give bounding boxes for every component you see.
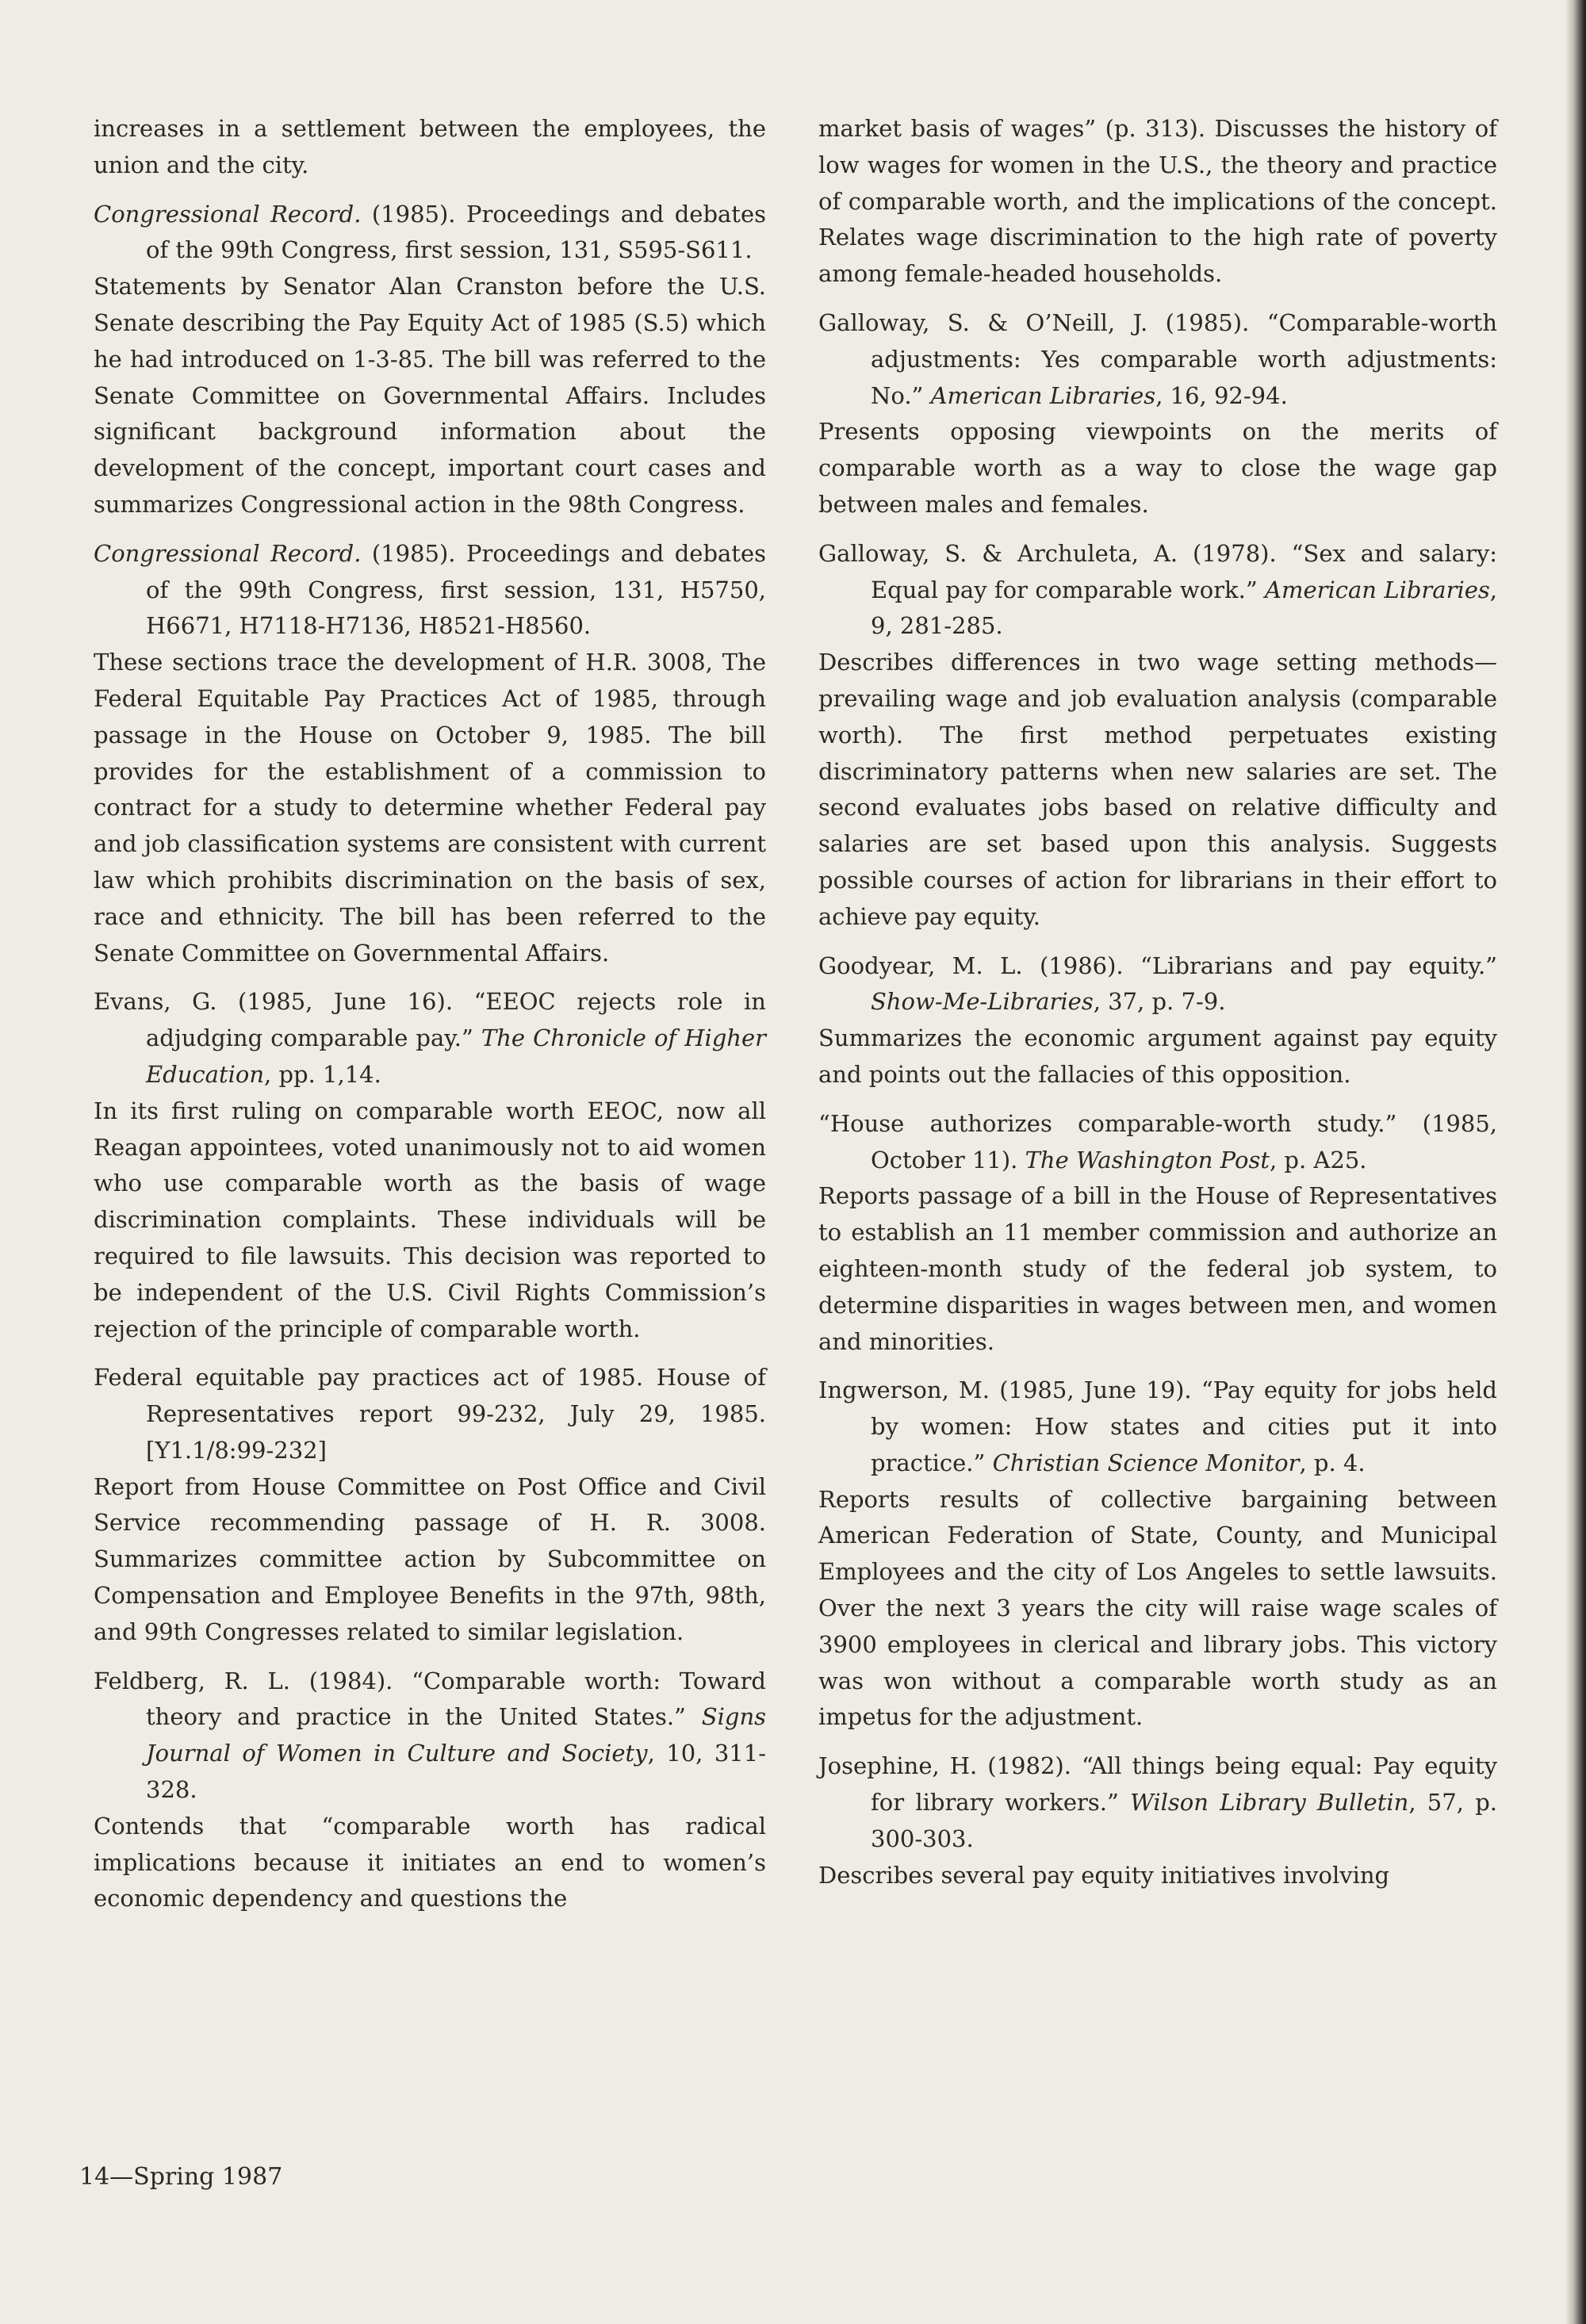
bibliography-entry	[818, 948, 1497, 1093]
citation-title: American Libraries	[930, 381, 1156, 409]
citation-text: , 9, 281-285.	[871, 576, 1497, 640]
citation-text: , 10, 311-328.	[146, 1740, 766, 1804]
annotation: Presents opposing viewpoints on the merits of comparable worth as a way to close the wage gap between males and females.	[818, 418, 1497, 518]
citation	[818, 1106, 1497, 1179]
citation-title: Wilson Library Bulletin	[1130, 1789, 1409, 1817]
citation-text: , p. 4.	[1299, 1449, 1366, 1476]
citation-text: “House authorizes comparable-worth study.” (1985, October 11).	[818, 1109, 1497, 1173]
entries	[94, 197, 766, 1918]
citation-text: Feldberg, R. L. (1984). “Comparable worth: Toward theory and practice in the United States.”	[94, 1667, 766, 1731]
annotation: These sections trace the development of H.R. 3008, The Federal Equitable Pay Practices Act of 1985, through passage in the House on October 9, 1985. The bill provides for the establishment of a commission to contract for a study to determine whether Federal pay and job classification systems are consistent with current law which prohibits discrimination on the basis of sex, race and ethnicity. The bill has been referred to the Senate Committee on Governmental Affairs.	[94, 649, 766, 967]
citation	[818, 305, 1497, 414]
annotation: Statements by Senator Alan Cranston before the U.S. Senate describing the Pay Equity Act of 1985 (S.5) which he had introduced on 1-3-85. The bill was referred to the Senate Committee on Governmental Affairs. Includes significant background information about the development of the concept, important court cases and summarizes Congressional action in the 98th Congress.	[94, 273, 766, 518]
citation-text: Federal equitable pay practices act of 1985. House of Representatives report 99-232, July 29, 1985. [Y1.1/8:99-232]	[94, 1364, 766, 1464]
bibliography-entry	[818, 1373, 1497, 1736]
page-footer: 14—Spring 1987	[79, 2163, 283, 2191]
citation-text: Ingwerson, M. (1985, June 19). “Pay equity for jobs held by women: How states and cities put it into practice.”	[818, 1376, 1497, 1476]
annotation: Report from House Committee on Post Office and Civil Service recommending passage of H. R. 3008. Summarizes committee action by Subcommittee on Compensation and Employee Benefits in the 97th, 98th, and 99th Congresses related to similar legislation.	[94, 1472, 766, 1645]
citation-title: Signs Journal of Women in Culture and Society	[146, 1703, 766, 1767]
citation-text: , 37, p. 7-9.	[1093, 988, 1226, 1016]
annotation: In its first ruling on comparable worth EEOC, now all Reagan appointees, voted unanimously not to aid women who use comparable worth as the basis of wage discrimination complaints. These individuals will be required to file lawsuits. This decision was reported to be independent of the U.S. Civil Rights Commission’s rejection of the principle of comparable worth.	[94, 1097, 766, 1342]
citation	[94, 1664, 766, 1809]
citation-text: , pp. 1,14.	[264, 1060, 381, 1088]
citation-text: , 57, p. 300-303.	[871, 1789, 1497, 1852]
citation-title: Show-Me-Libraries	[871, 988, 1094, 1016]
entries	[818, 305, 1497, 1893]
citation-text: , p. A25.	[1270, 1146, 1367, 1173]
annotation: Describes several pay equity initiatives involving	[818, 1861, 1390, 1889]
citation-title: Christian Science Monitor	[992, 1449, 1300, 1476]
annotation: Reports results of collective bargaining between American Federation of State, County, and Municipal Employees and the city of Los Angeles to settle lawsuits. Over the next 3 years the city will raise wage scales of 3900 employees in clerical and library jobs. This victory was won without a comparable worth study as an impetus for the adjustment.	[818, 1485, 1497, 1731]
bibliography-entry	[818, 1748, 1497, 1893]
citation-text: Galloway, S. & O’Neill, J. (1985). “Comparable-worth adjustments: Yes comparable worth adjustments: No.”	[818, 308, 1497, 409]
citation-title: Congressional Record.	[94, 200, 362, 228]
citation-text: , 16, 92-94.	[1155, 381, 1288, 409]
bibliography-entry	[818, 536, 1497, 936]
citation	[94, 197, 766, 270]
citation-text: Josephine, H. (1982). “All things being equal: Pay equity for library workers.”	[818, 1752, 1497, 1817]
annotation: Describes differences in two wage setting methods—prevailing wage and job evaluation analysis (comparable worth). The first method perpetuates existing discriminatory patterns when new salaries are set. The second evaluates jobs based on relative difficulty and salaries are set based upon this analysis. Suggests possible courses of action for librarians in their effort to achieve pay equity.	[818, 649, 1497, 930]
bibliography-entry	[94, 984, 766, 1347]
citation-text: Evans, G. (1985, June 16). “EEOC rejects role in adjudging comparable pay.”	[94, 988, 766, 1052]
bibliography-entry	[94, 1664, 766, 1918]
bibliography-entry	[818, 1106, 1497, 1361]
annotation: Contends that “comparable worth has radical implications because it initiates an end to women’s economic dependency and questions the	[94, 1812, 766, 1912]
citation-text: (1985). Proceedings and debates of the 99th Congress, first session, 131, H5750, H6671, H7118-H7136, H8521-H8560.	[146, 539, 766, 640]
bibliography-entry	[818, 305, 1497, 523]
annotation: Summarizes the economic argument against pay equity and points out the fallacies of this opposition.	[818, 1024, 1497, 1088]
citation-title: The Washington Post	[1025, 1146, 1270, 1173]
citation	[818, 1748, 1497, 1857]
continued-paragraph: increases in a settlement between the employees, the union and the city.	[94, 115, 766, 178]
citation-text: Galloway, S. & Archuleta, A. (1978). “Sex and salary: Equal pay for comparable work.”	[818, 539, 1497, 603]
right-column	[818, 111, 1497, 1893]
citation	[818, 536, 1497, 645]
bibliography-entry	[94, 197, 766, 523]
citation	[818, 1373, 1497, 1481]
citation-title: Congressional Record.	[94, 539, 362, 567]
citation-title: The Chronicle of Higher Education	[146, 1024, 766, 1088]
page-binding-edge	[1565, 0, 1586, 2324]
citation	[94, 984, 766, 1093]
citation	[818, 948, 1497, 1021]
bibliography-entry	[94, 536, 766, 972]
citation	[94, 536, 766, 645]
continued-paragraph: market basis of wages” (p. 313). Discusses the history of low wages for women in the U.S., the theory and practice of comparable worth, and the implications of the concept. Relates wage discrimination to the high rate of poverty among female-headed households.	[818, 115, 1497, 288]
citation-text: Goodyear, M. L. (1986). “Librarians and pay equity.”	[818, 951, 1497, 979]
bibliography-entry	[94, 1360, 766, 1650]
citation	[94, 1360, 766, 1468]
citation-title: American Libraries	[1265, 576, 1490, 603]
citation-text: (1985). Proceedings and debates of the 99th Congress, first session, 131, S595-S611.	[146, 200, 766, 264]
annotation: Reports passage of a bill in the House of Representatives to establish an 11 member commission and authorize an eighteen-month study of the federal job system, to determine disparities in wages between men, and women and minorities.	[818, 1182, 1497, 1355]
left-column	[94, 111, 766, 1917]
